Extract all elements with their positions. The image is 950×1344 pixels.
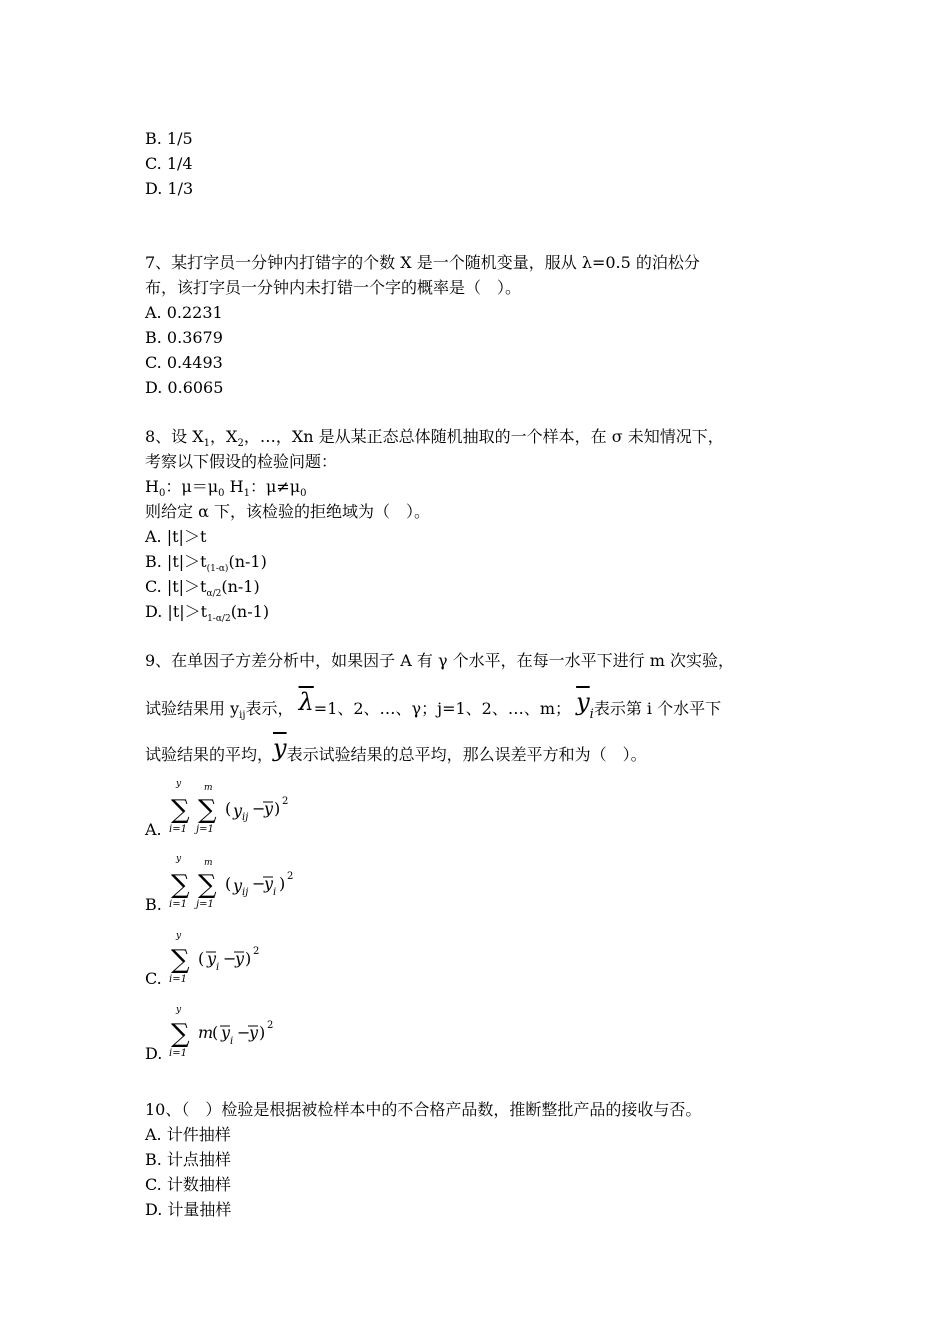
svg-text:): ) [279,874,286,893]
svg-text:y: y [176,931,182,941]
svg-text:−: − [252,799,266,818]
q8-stem-line4: 则给定 α 下，该检验的拒绝域为（ ）。 [145,502,430,521]
ybar-i: $\overline{y}$ [576,688,590,716]
svg-text:∑: ∑ [171,945,190,975]
svg-text:y: y [264,874,274,893]
svg-text:2: 2 [253,946,260,957]
svg-text:i=1: i=1 [169,1048,187,1059]
svg-text:y: y [249,1023,259,1042]
q8-option-c: C. $|t|>t_{\alpha/2}(n-1)$ [145,577,260,600]
q9-option-d-label: D. [145,1044,163,1063]
svg-text:ij: ij [242,887,249,898]
q7-option-c: C. 0.4493 [145,353,223,372]
q9-option-c-label: C. [145,969,162,988]
q10-option-d: D. 计量抽样 [145,1200,232,1219]
q7-option-b: B. 0.3679 [145,328,223,347]
svg-text:(: ( [212,1023,219,1042]
svg-text:−: − [223,949,237,968]
svg-text:∑: ∑ [171,1019,190,1049]
svg-text:y: y [221,1023,231,1042]
q8-stem-line1: 8、设 $X_1$，$X_2$，…，Xn 是从某正态总体随机抽取的一个样本，在 σ 未知情况下， [145,427,724,450]
svg-text:i=1: i=1 [169,824,187,835]
q8-stem-line2: 考察以下假设的检验问题： [145,452,338,471]
q9-stem-line3: 试验结果的平均，$\overline{y}$表示试验结果的总平均，那么误差平方和为（ ）。 [145,734,647,764]
svg-text:j=1: j=1 [196,899,214,910]
q8-option-b: B. $|t|>t_{(1-\alpha)}(n-1)$ [145,552,267,575]
svg-text:i: i [230,1036,234,1047]
svg-text:2: 2 [282,796,289,807]
q9-option-a-label: A. [145,820,162,839]
svg-text:y: y [207,949,217,968]
svg-text:m: m [204,858,213,868]
q10-option-c: C. 计数抽样 [145,1175,231,1194]
q10-stem: 10、（ ）检验是根据被检样本中的不合格产品数，推断整批产品的接收与否。 [145,1100,702,1119]
q10-option-b: B. 计点抽样 [145,1150,231,1169]
svg-text:∑: ∑ [171,870,190,900]
svg-text:y: y [264,799,274,818]
q8-option-a: A. |t|＞t [145,527,207,546]
q9-option-c-formula [166,930,296,990]
svg-text:ij: ij [242,812,249,823]
q9-option-b-formula [166,855,316,915]
svg-text:): ) [274,799,281,818]
svg-text:(: ( [225,874,232,893]
svg-text:∑: ∑ [171,795,190,825]
q8-option-d: D. $|t|>t_{1-\alpha/2}(n-1)$ [145,602,270,625]
svg-text:m: m [204,783,213,793]
svg-text:2: 2 [287,871,294,882]
svg-text:∑: ∑ [198,795,217,825]
q6-option-b: B. 1/5 [145,129,193,148]
svg-text:y: y [176,780,182,789]
q6-option-c: C. 1/4 [145,154,193,173]
q9-stem-line1: 9、在单因子方差分析中，如果因子 A 有 γ 个水平，在每一水平下进行 m 次实验， [145,651,734,670]
q9-option-a-formula [166,780,306,840]
svg-text:−: − [252,874,266,893]
q7-stem-line2: 布，该打字员一分钟内未打错一个字的概率是（ ）。 [145,278,522,297]
q7-option-d: D. 0.6065 [145,378,224,397]
svg-text:j=1: j=1 [196,824,214,835]
ybar: $\overline{y}$ [273,734,287,762]
svg-text:y: y [176,855,182,864]
svg-text:y: y [235,949,245,968]
q9-stem-line2: 试验结果用 $y_{ij}$表示， $\overline{\lambda}=1$、2、…、γ；j=1、2、…、m； $\overline{y}_i$表示第 i 个水平下 [145,688,722,723]
q7-option-a: A. 0.2231 [145,303,223,322]
q8-hypotheses: $H_0$：$\mu=\mu_0$ $H_1$：$\mu\ne\mu_0$ [145,477,307,500]
svg-text:y: y [176,1005,182,1015]
lambda-bar: $\overline{\lambda}$ [298,688,314,716]
svg-text:): ) [259,1023,266,1042]
q7-stem-line1: 7、某打字员一分钟内打错字的个数 X 是一个随机变量，服从 λ=0.5 的泊松分 [145,253,700,272]
q9-option-b-label: B. [145,895,162,914]
svg-text:y: y [233,801,243,820]
svg-text:∑: ∑ [198,870,217,900]
svg-text:−: − [237,1023,251,1042]
svg-text:(: ( [225,799,232,818]
svg-text:i=1: i=1 [169,974,187,985]
svg-text:): ) [245,949,252,968]
q6-option-d: D. 1/3 [145,179,194,198]
q10-option-a: A. 计件抽样 [145,1125,231,1144]
svg-text:i: i [216,962,220,973]
svg-text:i: i [273,887,277,898]
svg-text:m: m [198,1023,214,1042]
svg-text:2: 2 [267,1020,274,1031]
svg-text:i=1: i=1 [169,899,187,910]
q9-option-d-formula [166,1004,306,1064]
svg-text:(: ( [198,949,205,968]
svg-text:y: y [233,876,243,895]
